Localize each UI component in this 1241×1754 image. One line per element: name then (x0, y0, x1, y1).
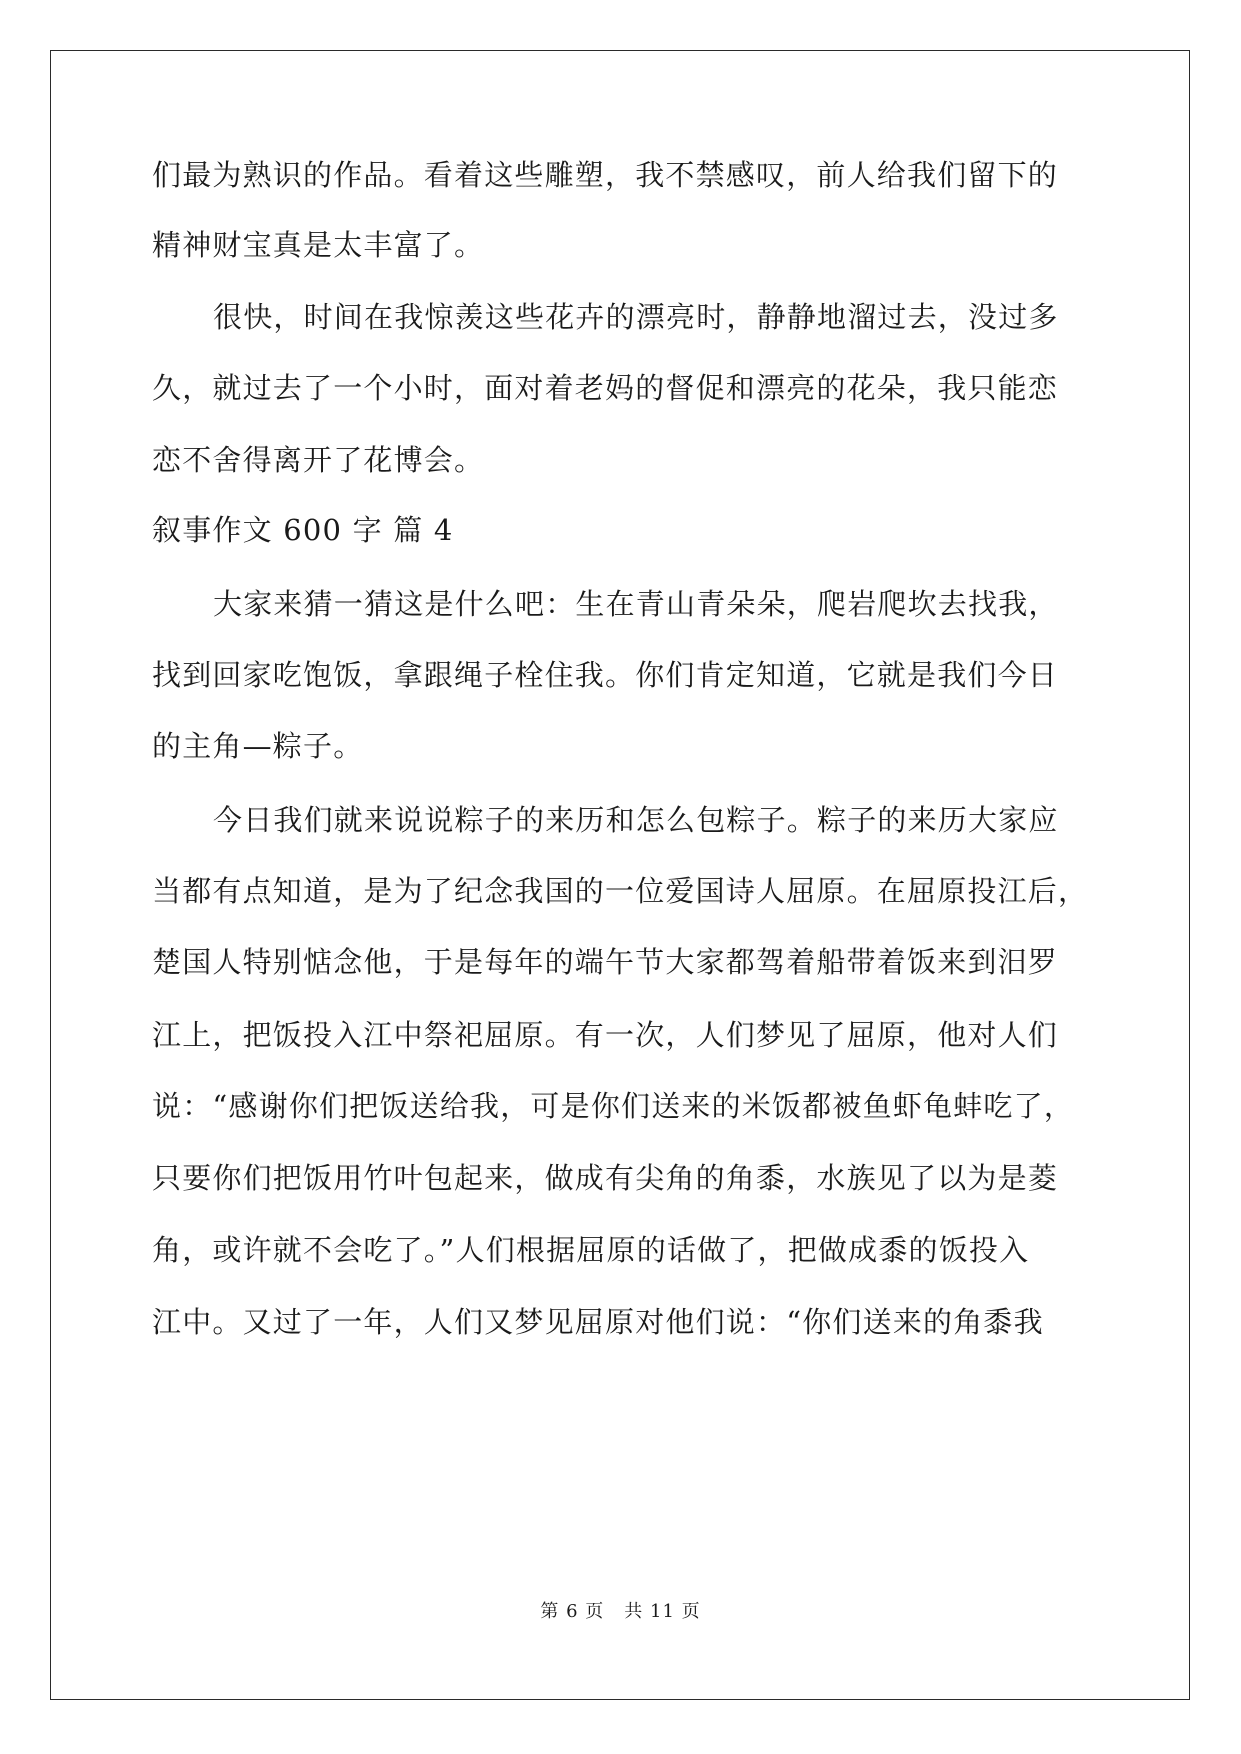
page-number: 第 6 页 (540, 1601, 605, 1622)
text-line: 楚国人特别惦念他，于是每年的端午节大家都驾着船带着饭来到汨罗 (152, 945, 1059, 979)
paragraph-start: 大家来猜一猜这是什么吧：生在青山青朵朵，爬岩爬坎去找我， (213, 587, 1059, 621)
paragraph-start: 今日我们就来说说粽子的来历和怎么包粽子。粽子的来历大家应 (213, 803, 1059, 837)
text-line: 的主角—粽子。 (152, 729, 364, 763)
text-line: 当都有点知道，是为了纪念我国的一位爱国诗人屈原。在屈原投江后， (152, 874, 1089, 908)
text-line: 久，就过去了一个小时，面对着老妈的督促和漂亮的花朵，我只能恋 (152, 371, 1059, 405)
section-heading: 叙事作文 600 字 篇 4 (152, 513, 454, 547)
text-line: 精神财宝真是太丰富了。 (152, 228, 485, 262)
text-line: 们最为熟识的作品。看着这些雕塑，我不禁感叹，前人给我们留下的 (152, 158, 1059, 192)
text-line: 江上，把饭投入江中祭祀屈原。有一次，人们梦见了屈原，他对人们 (152, 1018, 1059, 1052)
text-line: 角，或许就不会吃了。”人们根据屈原的话做了，把做成黍的饭投入 (152, 1233, 1030, 1267)
page-total: 共 11 页 (624, 1601, 701, 1622)
text-line: 江中。又过了一年，人们又梦见屈原对他们说：“你们送来的角黍我 (152, 1305, 1044, 1339)
text-line: 只要你们把饭用竹叶包起来，做成有尖角的角黍，水族见了以为是菱 (152, 1161, 1059, 1195)
text-line: 恋不舍得离开了花博会。 (152, 443, 485, 477)
page-footer (0, 1600, 1241, 1624)
text-line: 找到回家吃饱饭，拿跟绳子栓住我。你们肯定知道，它就是我们今日 (152, 658, 1059, 692)
paragraph-start: 很快，时间在我惊羡这些花卉的漂亮时，静静地溜过去，没过多 (213, 300, 1059, 334)
text-line: 说：“感谢你们把饭送给我，可是你们送来的米饭都被鱼虾龟蚌吃了， (152, 1089, 1075, 1123)
